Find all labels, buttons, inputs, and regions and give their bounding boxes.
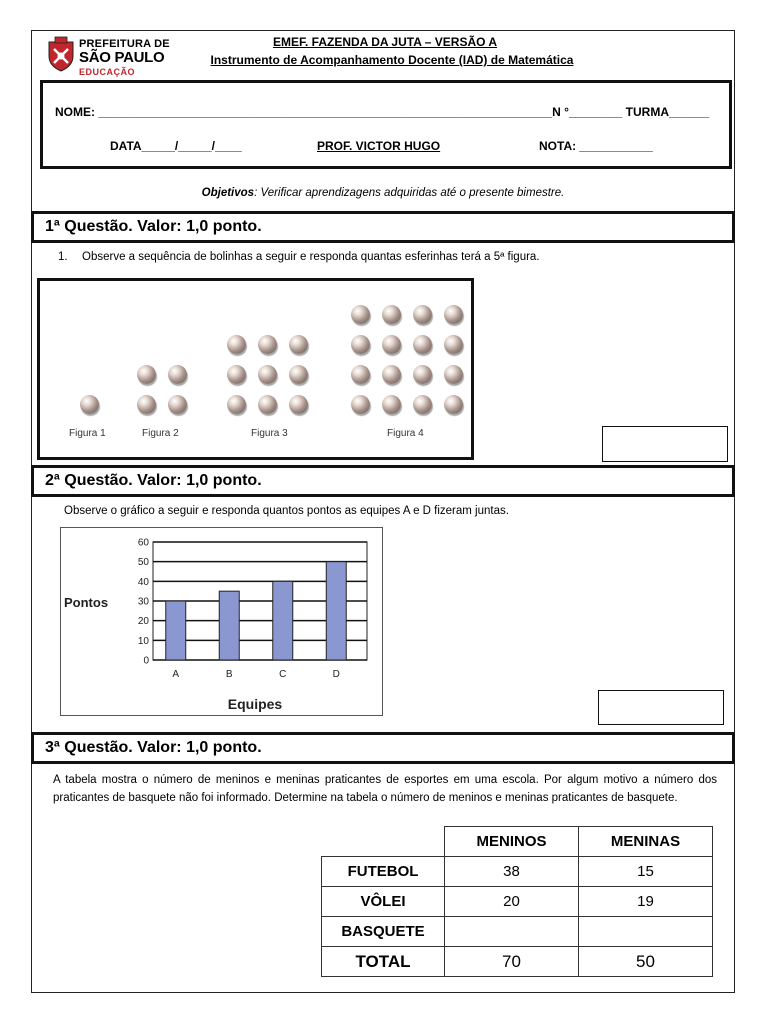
cell-volei-meninas: 19 bbox=[579, 887, 713, 917]
table-corner-cell bbox=[322, 827, 445, 857]
bar-chart-svg bbox=[61, 528, 382, 715]
ball-figure-2 bbox=[168, 365, 187, 384]
ball-figure-4 bbox=[444, 335, 463, 354]
column-header-meninas: MENINAS bbox=[579, 827, 713, 857]
answer-box-2[interactable] bbox=[598, 690, 724, 725]
ball-figure-4 bbox=[351, 365, 370, 384]
prefeitura-logo bbox=[46, 36, 176, 80]
cell-basquete-meninos[interactable] bbox=[445, 917, 579, 947]
grade-field[interactable]: NOTA: ___________ bbox=[539, 139, 653, 153]
date-field[interactable]: DATA_____/_____/____ bbox=[110, 139, 242, 153]
ball-figure-4 bbox=[413, 305, 432, 324]
table-row bbox=[322, 857, 713, 887]
bar-B bbox=[219, 591, 239, 660]
figure-3-label: Figura 3 bbox=[251, 428, 288, 439]
ball-figure-4 bbox=[351, 305, 370, 324]
student-info-box bbox=[40, 80, 732, 169]
ball-figure-3 bbox=[227, 395, 246, 414]
cell-volei-meninos: 20 bbox=[445, 887, 579, 917]
x-axis-label: Equipes bbox=[227, 696, 283, 712]
x-tick-label: A bbox=[172, 669, 180, 680]
ball-figure-4 bbox=[413, 365, 432, 384]
bar-C bbox=[273, 581, 293, 660]
question-2-text: Observe o gráfico a seguir e responda quantos pontos as equipes A e D fizeram juntas. bbox=[64, 505, 509, 517]
ball-figure-3 bbox=[289, 365, 308, 384]
objectives-line bbox=[31, 187, 735, 199]
figure-2-label: Figura 2 bbox=[142, 428, 179, 439]
ball-figure-4 bbox=[413, 335, 432, 354]
ball-figure-3 bbox=[289, 395, 308, 414]
y-tick-label: 30 bbox=[137, 596, 149, 608]
row-label-total: TOTAL bbox=[322, 947, 445, 977]
row-label-futebol: FUTEBOL bbox=[322, 857, 445, 887]
ball-figure-1 bbox=[80, 395, 99, 414]
row-label-basquete: BASQUETE bbox=[322, 917, 445, 947]
sports-table bbox=[321, 826, 713, 977]
ball-figure-4 bbox=[444, 305, 463, 324]
table-row bbox=[322, 917, 713, 947]
y-tick-label: 0 bbox=[143, 655, 149, 667]
y-tick-label: 50 bbox=[137, 557, 149, 569]
ball-figure-3 bbox=[227, 365, 246, 384]
ball-figure-3 bbox=[258, 335, 277, 354]
question-3-header: 3ª Questão. Valor: 1,0 ponto. bbox=[31, 732, 735, 764]
bar-A bbox=[166, 601, 186, 660]
ball-figure-3 bbox=[258, 365, 277, 384]
question-3-text: A tabela mostra o número de meninos e meninas praticantes de esportes em uma escola. Por algum motivo a número dos praticantes de basquete não foi informado. Determine na tabela o número de meninos e meninas praticantes de basquete. bbox=[53, 774, 717, 804]
y-tick-label: 10 bbox=[137, 635, 149, 647]
instrument-title: Instrumento de Acompanhamento Docente (IAD) de Matemática bbox=[210, 53, 574, 67]
row-label-volei: VÔLEI bbox=[322, 887, 445, 917]
logo-line-1: PREFEITURA DE bbox=[79, 38, 170, 50]
question-1-number: 1. bbox=[58, 251, 68, 263]
ball-figure-3 bbox=[227, 335, 246, 354]
y-tick-label: 60 bbox=[137, 537, 149, 549]
ball-figure-2 bbox=[137, 395, 156, 414]
y-tick-label: 40 bbox=[137, 576, 149, 588]
cell-total-meninos: 70 bbox=[445, 947, 579, 977]
logo-line-2: SÃO PAULO bbox=[79, 49, 165, 66]
objectives-label: Objetivos bbox=[201, 187, 255, 199]
ball-figure-4 bbox=[413, 395, 432, 414]
table-header-row bbox=[322, 827, 713, 857]
name-field[interactable]: NOME: ____________________________________________________________________N °________ TURMA______ bbox=[55, 105, 710, 119]
points-chart bbox=[60, 527, 383, 716]
ball-figure-2 bbox=[168, 395, 187, 414]
y-axis-label: Pontos bbox=[64, 595, 109, 610]
ball-figure-4 bbox=[382, 305, 401, 324]
ball-figure-3 bbox=[258, 395, 277, 414]
ball-figure-4 bbox=[444, 395, 463, 414]
table-row bbox=[322, 887, 713, 917]
ball-figure-4 bbox=[351, 395, 370, 414]
school-title: EMEF. FAZENDA DA JUTA – VERSÃO A bbox=[272, 35, 498, 49]
logo-line-3: EDUCAÇÃO bbox=[79, 67, 136, 77]
cell-futebol-meninos: 38 bbox=[445, 857, 579, 887]
cell-futebol-meninas: 15 bbox=[579, 857, 713, 887]
answer-box-1[interactable] bbox=[602, 426, 728, 462]
teacher-name: PROF. VICTOR HUGO bbox=[317, 139, 441, 153]
x-tick-label: D bbox=[332, 669, 340, 680]
question-1-header: 1ª Questão. Valor: 1,0 ponto. bbox=[31, 211, 735, 243]
ball-sequence-figure bbox=[37, 278, 474, 460]
column-header-meninos: MENINOS bbox=[445, 827, 579, 857]
figure-1-label: Figura 1 bbox=[69, 428, 106, 439]
question-1-text: Observe a sequência de bolinhas a seguir e responda quantas esferinhas terá a 5ª figura. bbox=[82, 251, 540, 263]
x-tick-label: C bbox=[279, 669, 287, 680]
ball-figure-4 bbox=[382, 395, 401, 414]
ball-figure-4 bbox=[351, 335, 370, 354]
coat-of-arms-icon bbox=[46, 36, 76, 72]
question-2-header: 2ª Questão. Valor: 1,0 ponto. bbox=[31, 465, 735, 497]
ball-figure-4 bbox=[444, 365, 463, 384]
ball-figure-2 bbox=[137, 365, 156, 384]
y-tick-label: 20 bbox=[137, 616, 149, 628]
ball-figure-4 bbox=[382, 365, 401, 384]
cell-total-meninas: 50 bbox=[579, 947, 713, 977]
table-row bbox=[322, 947, 713, 977]
ball-figure-4 bbox=[382, 335, 401, 354]
x-tick-label: B bbox=[225, 669, 233, 680]
ball-figure-3 bbox=[289, 335, 308, 354]
cell-basquete-meninas[interactable] bbox=[579, 917, 713, 947]
figure-4-label: Figura 4 bbox=[387, 428, 424, 439]
bar-D bbox=[326, 562, 346, 660]
objectives-text: : Verificar aprendizagens adquiridas até o presente bimestre. bbox=[254, 187, 565, 199]
